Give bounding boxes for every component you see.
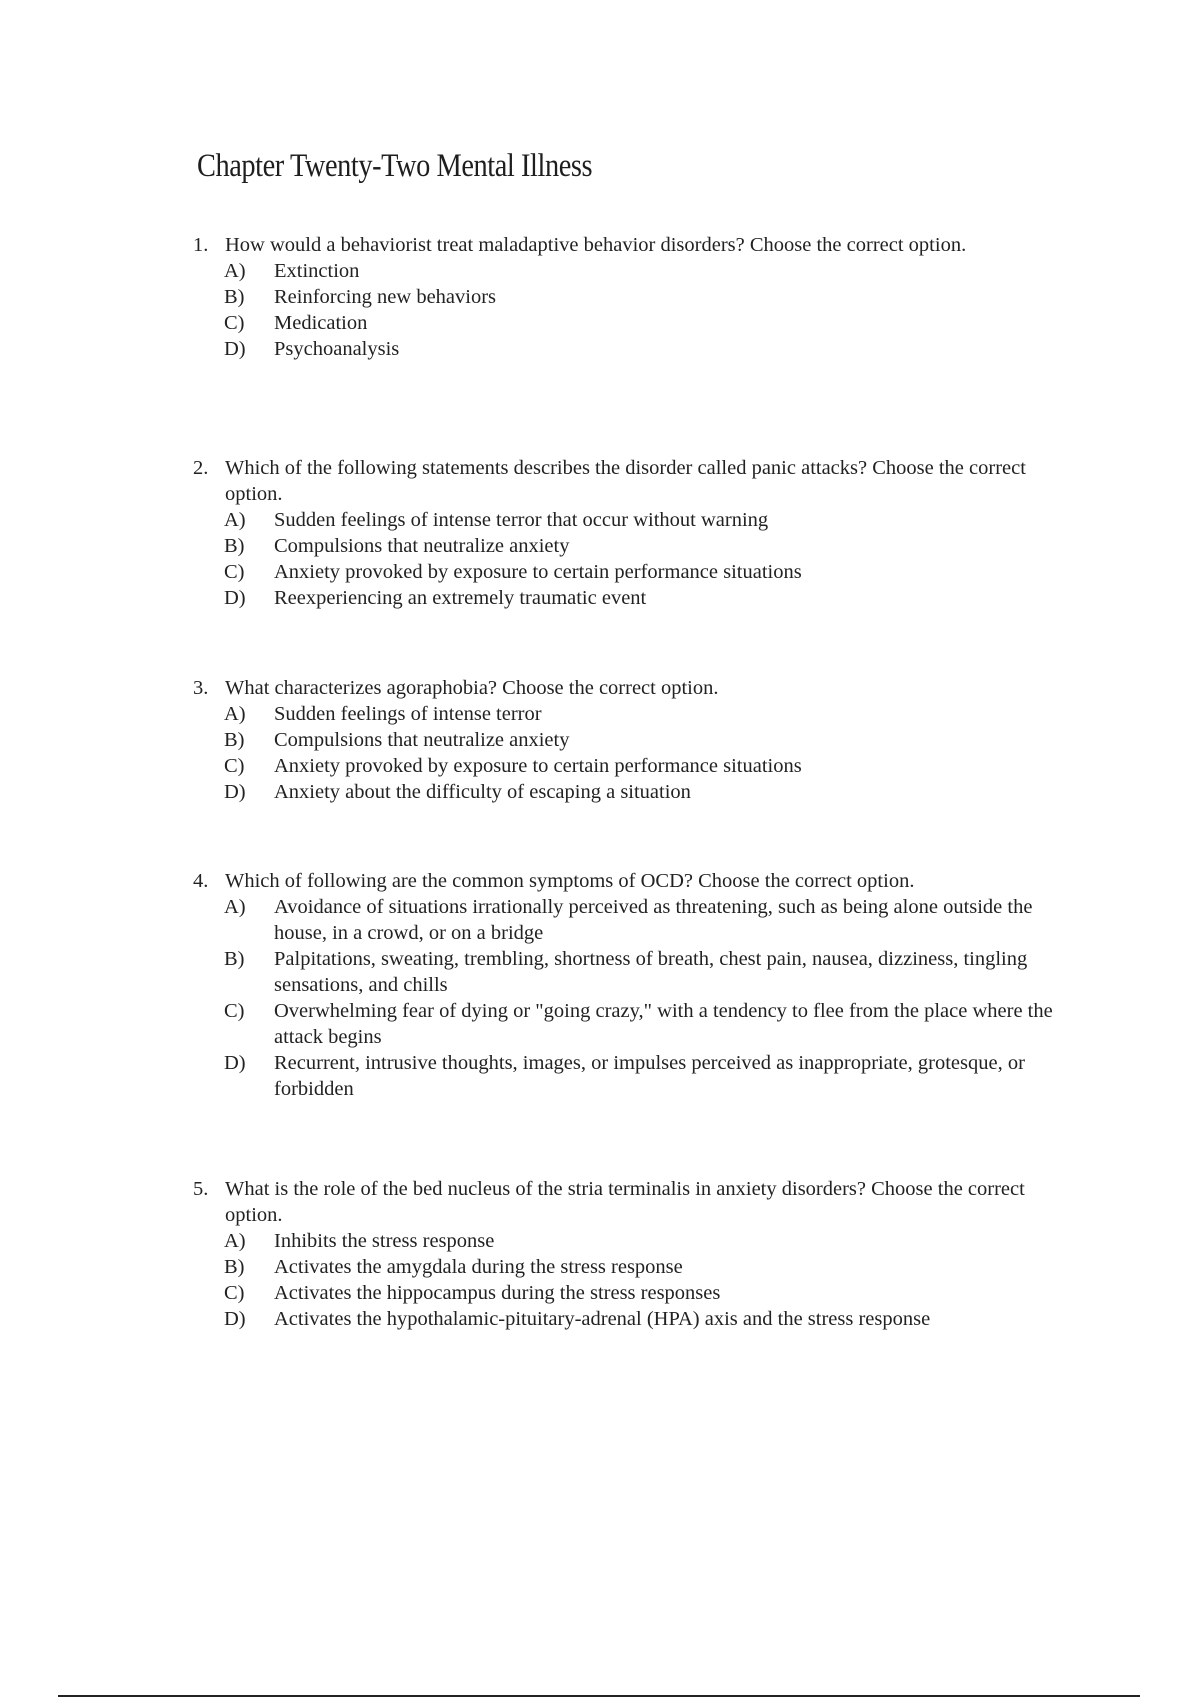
option-text: Anxiety provoked by exposure to certain performance situations bbox=[274, 755, 802, 777]
option-letter: A) bbox=[224, 703, 246, 725]
option-letter: C) bbox=[224, 755, 245, 777]
question-4 bbox=[193, 868, 1063, 1102]
question-text: Which of following are the common symptoms of OCD? Choose the correct option. bbox=[225, 870, 915, 892]
question-stem bbox=[193, 455, 1063, 507]
option-letter: D) bbox=[224, 338, 246, 360]
option-text: Avoidance of situations irrationally perceived as threatening, such as being alone outside the house, in a crowd, or on a bridge bbox=[274, 896, 1033, 944]
option-text: Inhibits the stress response bbox=[274, 1230, 495, 1252]
option-letter: D) bbox=[224, 781, 246, 803]
question-5 bbox=[193, 1176, 1063, 1332]
question-2 bbox=[193, 455, 1063, 611]
option-text: Extinction bbox=[274, 260, 360, 282]
option-text: Palpitations, sweating, trembling, shortness of breath, chest pain, nausea, dizziness, tingling sensations, and chills bbox=[274, 948, 1028, 996]
question-text: What is the role of the bed nucleus of the stria terminalis in anxiety disorders? Choose the correct option. bbox=[225, 1178, 1025, 1226]
answer-option bbox=[193, 894, 1063, 946]
answer-option bbox=[193, 533, 1063, 559]
option-letter: A) bbox=[224, 896, 246, 918]
answer-option bbox=[193, 998, 1063, 1050]
option-text: Reinforcing new behaviors bbox=[274, 286, 497, 308]
question-number: 5. bbox=[193, 1178, 209, 1200]
option-letter: A) bbox=[224, 1230, 246, 1252]
answer-option bbox=[193, 727, 1063, 753]
option-letter: B) bbox=[224, 1256, 245, 1278]
option-letter: A) bbox=[224, 509, 246, 531]
question-stem bbox=[193, 232, 1063, 258]
question-stem bbox=[193, 675, 1063, 701]
option-text: Reexperiencing an extremely traumatic event bbox=[274, 587, 647, 609]
option-letter: C) bbox=[224, 561, 245, 583]
answer-option bbox=[193, 507, 1063, 533]
page-bottom-rule bbox=[58, 1695, 1140, 1697]
option-text: Activates the hippocampus during the stress responses bbox=[274, 1282, 721, 1304]
option-text: Sudden feelings of intense terror that occur without warning bbox=[274, 509, 769, 531]
answer-option bbox=[193, 1280, 1063, 1306]
answer-option bbox=[193, 284, 1063, 310]
question-text: What characterizes agoraphobia? Choose the correct option. bbox=[225, 677, 719, 699]
answer-option bbox=[193, 1050, 1063, 1102]
answer-option bbox=[193, 753, 1063, 779]
answer-option bbox=[193, 779, 1063, 805]
answer-option bbox=[193, 701, 1063, 727]
question-stem bbox=[193, 868, 1063, 894]
option-letter: C) bbox=[224, 312, 245, 334]
answer-option bbox=[193, 946, 1063, 998]
option-text: Activates the hypothalamic-pituitary-adrenal (HPA) axis and the stress response bbox=[274, 1308, 931, 1330]
option-letter: B) bbox=[224, 729, 245, 751]
question-text: Which of the following statements describes the disorder called panic attacks? Choose the correct option. bbox=[225, 457, 1026, 505]
answer-option bbox=[193, 258, 1063, 284]
option-letter: A) bbox=[224, 260, 246, 282]
option-letter: B) bbox=[224, 535, 245, 557]
question-number: 2. bbox=[193, 457, 209, 479]
option-letter: D) bbox=[224, 1308, 246, 1330]
answer-option bbox=[193, 1306, 1063, 1332]
answer-option bbox=[193, 585, 1063, 611]
option-letter: B) bbox=[224, 948, 245, 970]
question-number: 1. bbox=[193, 234, 209, 256]
question-text: How would a behaviorist treat maladaptive behavior disorders? Choose the correct option. bbox=[225, 234, 967, 256]
option-letter: C) bbox=[224, 1282, 245, 1304]
chapter-title: Chapter Twenty-Two Mental Illness bbox=[197, 148, 593, 184]
option-text: Overwhelming fear of dying or "going crazy," with a tendency to flee from the place where the attack begins bbox=[274, 1000, 1053, 1048]
question-1 bbox=[193, 232, 1063, 362]
answer-option bbox=[193, 559, 1063, 585]
answer-option bbox=[193, 1254, 1063, 1280]
option-text: Sudden feelings of intense terror bbox=[274, 703, 542, 725]
option-letter: B) bbox=[224, 286, 245, 308]
option-letter: C) bbox=[224, 1000, 245, 1022]
option-text: Anxiety about the difficulty of escaping a situation bbox=[274, 781, 691, 803]
answer-option bbox=[193, 1228, 1063, 1254]
question-number: 4. bbox=[193, 870, 209, 892]
option-text: Recurrent, intrusive thoughts, images, or impulses perceived as inappropriate, grotesque, or forbidden bbox=[274, 1052, 1025, 1100]
answer-option bbox=[193, 310, 1063, 336]
option-letter: D) bbox=[224, 1052, 246, 1074]
option-letter: D) bbox=[224, 587, 246, 609]
question-stem bbox=[193, 1176, 1063, 1228]
option-text: Compulsions that neutralize anxiety bbox=[274, 535, 570, 557]
option-text: Anxiety provoked by exposure to certain performance situations bbox=[274, 561, 802, 583]
question-3 bbox=[193, 675, 1063, 805]
option-text: Compulsions that neutralize anxiety bbox=[274, 729, 570, 751]
question-number: 3. bbox=[193, 677, 209, 699]
answer-option bbox=[193, 336, 1063, 362]
option-text: Medication bbox=[274, 312, 368, 334]
option-text: Psychoanalysis bbox=[274, 338, 400, 360]
option-text: Activates the amygdala during the stress response bbox=[274, 1256, 683, 1278]
